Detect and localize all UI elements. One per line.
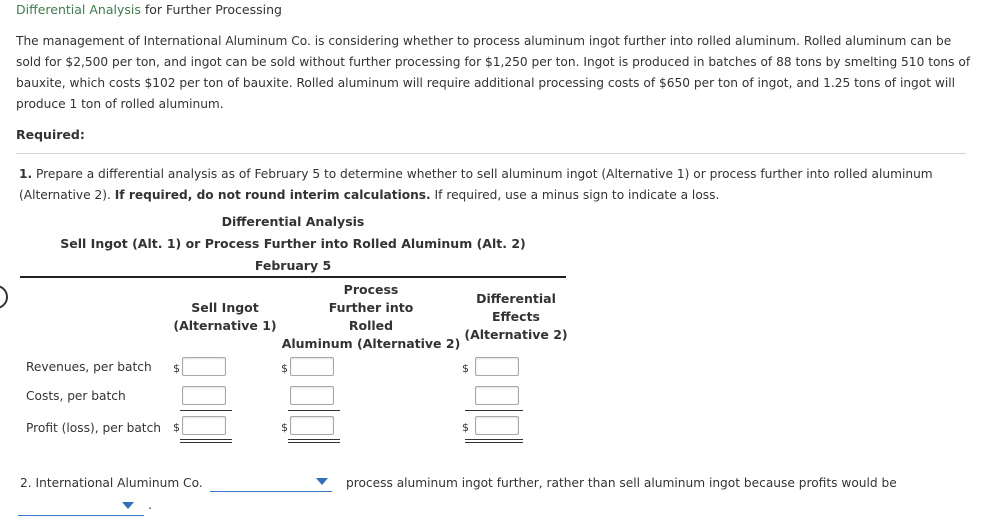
question-1 — [19, 164, 964, 206]
revenues-alt1-input[interactable] — [182, 357, 226, 376]
currency-sign: $ — [281, 421, 288, 434]
row-label-costs: Costs, per batch — [26, 389, 126, 403]
col2-line3: Rolled — [348, 318, 394, 333]
total-rule — [288, 442, 340, 443]
col2-line4: Aluminum (Alternative 2) — [281, 336, 461, 351]
profit-alt1-input[interactable] — [182, 416, 226, 435]
action-dropdown[interactable] — [210, 474, 332, 494]
costs-diff-input[interactable] — [475, 386, 519, 405]
row-label-profit: Profit (loss), per batch — [26, 421, 161, 435]
title-link[interactable]: Differential Analysis — [16, 2, 141, 17]
row-label-revenues: Revenues, per batch — [26, 360, 152, 374]
total-rule — [180, 439, 232, 440]
total-rule — [465, 442, 523, 443]
col3-line1: Differential — [476, 291, 556, 306]
title-rest: for Further Processing — [140, 2, 282, 17]
analysis-subheading: Sell Ingot (Alt. 1) or Process Further into Rolled Aluminum (Alt. 2) — [60, 236, 526, 251]
chevron-down-icon — [122, 502, 134, 509]
revenues-alt2-input[interactable] — [290, 357, 334, 376]
column-header-alt2 — [276, 281, 466, 353]
subtotal-rule — [465, 410, 523, 411]
costs-alt2-input[interactable] — [290, 386, 334, 405]
currency-sign: $ — [281, 362, 288, 375]
col2-line1: Process — [343, 282, 399, 297]
dropdown-underline — [210, 491, 332, 492]
total-rule — [288, 439, 340, 440]
profit-diff-input[interactable] — [475, 416, 519, 435]
col3-line3: (Alternative 2) — [464, 327, 568, 342]
subtotal-rule — [288, 410, 340, 411]
costs-alt1-input[interactable] — [182, 386, 226, 405]
col2-line2: Further into — [328, 300, 414, 315]
question-2-tail: process aluminum ingot further, rather than sell aluminum ingot because profits would be — [346, 476, 897, 490]
profit-direction-dropdown[interactable] — [18, 497, 144, 517]
total-rule — [465, 439, 523, 440]
currency-sign: $ — [462, 421, 469, 434]
col1-line2: (Alternative 1) — [173, 318, 277, 333]
currency-sign: $ — [462, 362, 469, 375]
col3-line2: Effects — [492, 309, 540, 324]
currency-sign: $ — [173, 421, 180, 434]
q1-text-a: Prepare a differential analysis as of February 5 to determine whether to sell aluminum ingot (Alternative 1) or process further into rolled aluminum (Alternative 2). — [19, 167, 933, 202]
profit-alt2-input[interactable] — [290, 416, 334, 435]
circle-edge-decoration — [0, 285, 8, 309]
heading-rule — [20, 276, 566, 278]
analysis-date: February 5 — [254, 258, 332, 273]
q1-number: 1. — [19, 167, 33, 181]
problem-text: The management of International Aluminum Co. is considering whether to process aluminum ingot further into rolled aluminum. Rolled aluminum can be sold for $2,500 per ton, and ingot can be sold without further processing for $1,250 per ton. Ingot is produced in batches of 88 tons by smelting 510 tons of bauxite, which costs $102 per ton of bauxite. Rolled aluminum will require additional processing costs of $650 per ton of ingot, and 1.25 tons of ingot will produce 1 ton of rolled aluminum. — [16, 34, 971, 111]
subtotal-rule — [180, 410, 232, 411]
question-2: 2. International Aluminum Co. — [20, 476, 203, 490]
sentence-period: . — [148, 498, 152, 512]
dropdown-underline — [18, 515, 144, 516]
required-label: Required: — [16, 127, 85, 142]
currency-sign: $ — [173, 362, 180, 375]
analysis-heading: Differential Analysis — [221, 214, 365, 229]
revenues-diff-input[interactable] — [475, 357, 519, 376]
chevron-down-icon — [316, 478, 328, 485]
q1-text-b: If required, use a minus sign to indicate a loss. — [430, 188, 720, 202]
column-header-diff — [456, 290, 576, 344]
section-divider — [16, 153, 966, 154]
page-title — [16, 2, 282, 17]
q1-text-bold: If required, do not round interim calculations. — [114, 188, 431, 202]
total-rule — [180, 442, 232, 443]
column-header-alt1 — [160, 299, 290, 335]
col1-line1: Sell Ingot — [191, 300, 259, 315]
